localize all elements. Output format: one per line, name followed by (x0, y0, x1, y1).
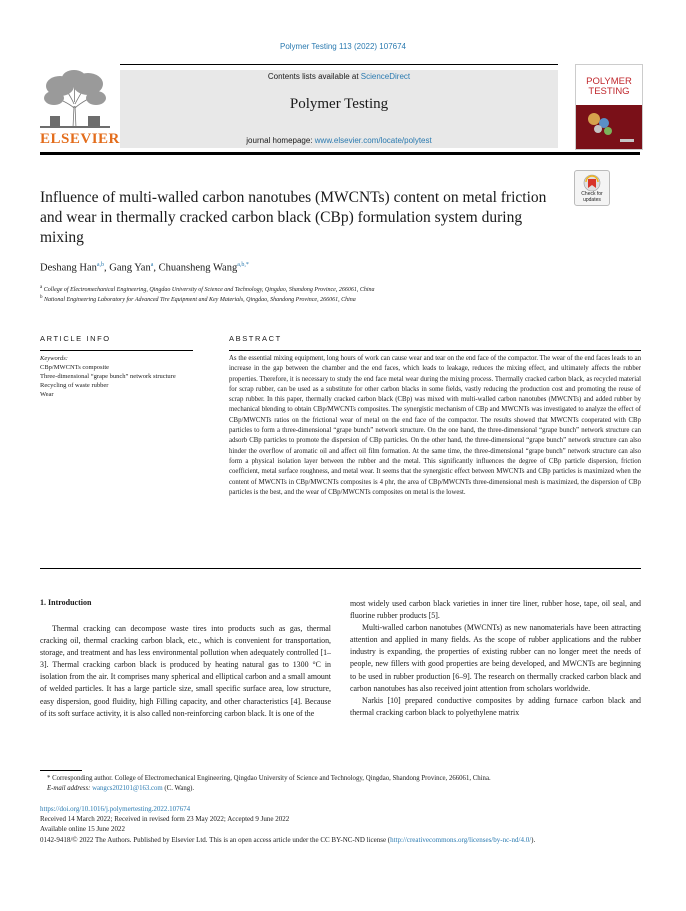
body-paragraph: most widely used carbon black varieties in inner tire liner, rubber hose, tape, oil seal, and fluorine rubber products [5]. (350, 599, 641, 621)
journal-homepage (120, 136, 558, 145)
article-title: Influence of multi-walled carbon nanotubes (MWCNTs) content on metal friction and wear in thermally cracked carbon black (CBp) formulation system during mixing (40, 189, 547, 246)
received-dates: Received 14 March 2022; Received in revised form 23 May 2022; Accepted 9 June 2022 (40, 815, 290, 824)
author-affiliation-marker[interactable]: a,b (96, 262, 105, 268)
cover-title (576, 77, 642, 97)
abstract-heading: ABSTRACT (229, 334, 282, 343)
keyword-item[interactable]: Wear (40, 391, 54, 398)
email-label: E-mail address: (47, 785, 93, 792)
license-link[interactable]: http://creativecommons.org/licenses/by-nc-nd/4.0/ (390, 835, 532, 844)
header-rule-thick (40, 152, 640, 155)
affiliation-a (40, 285, 640, 293)
license-line (40, 835, 641, 845)
author-affiliation-marker[interactable]: a,b,* (237, 262, 249, 268)
body-paragraph: Thermal cracking can decompose waste tires into products such as gas, thermal cracking oil, thermal cracking carbon black, etc., which is convenient for transportation, storage, and treatment and has less environmental pollution when adequately controlled [1–3]. Thermal cracking carbon black is produced by heating natural gas to 1300 °C in isolation from the air. It comprises many spherical and elliptical carbon and a small amount of welded particles. It has a large particle size, small specific surface area, low structure, easy dispersion, good fluidity, high Filling capacity, and other characteristics [4]. Because of its soft surface activity, it is also called non-reinforcing carbon black. It is one of the (40, 624, 331, 718)
keywords-label: Keywords: (40, 355, 68, 362)
check-updates-icon (575, 171, 609, 193)
homepage-prefix: journal homepage: (246, 136, 315, 145)
check-for-updates-button[interactable] (574, 170, 610, 206)
keyword-item[interactable]: Recycling of waste rubber (40, 382, 109, 389)
check-updates-label: Check for updates (581, 191, 603, 203)
article-info-rule (40, 350, 193, 351)
author-name[interactable]: Deshang Han (40, 262, 97, 274)
elsevier-tree-logo-icon (40, 68, 110, 130)
abstract-text: As the essential mixing equipment, long hours of work can cause wear and tear on the end face of the compactor. The wear of the end faces leads to an increase in the gap between the chamber and the end faces, which leads to leakage, reduces the mixing effect, and ultimately affects the rubber properties. Therefore, it is necessary to study the end face metal wear during the mixing process. Thermally cracked carbon black, as recycled material for scrap rubber, can be used as a substitute for other carbon blacks in some fields, vastly reducing the production cost and promoting the reuse of scrap rubber. In this paper, thermally cracked carbon black (CBp) was mixed with multi-walled carbon nanotubes (MWCNTs) and added rubber by mechanical blending to obtain CBp/MWCNTs composites. The synergistic mechanism of CBp and MWCNTs was investigated to analyze the effect of CBp/MWCNTs ratios on the frictional wear of metal on the end face of the compactor. The results showed that MWCNTs cooperated with CBp particles to form a three-dimensional “grape bunch” network structure. On the one hand, the three-dimensional “grape bunch” network structure can adsorb CBp particles to promote the dispersion of CBp particles. On the other hand, the three-dimensional “grape bunch” network structure can also hinder the overflow of aromatic oil and affect oil film formation. At the same time, the three-dimensional “grape bunch” network structure can also form a physical isolation layer between the rubber and the metal. This significantly influences the degree of CBp particle dispersion, friction coefficient, metal surface roughness, and metal wear. It seems that the synergistic effect between MWCNTs and CBp particles is maximized when the content of MWCNTs in CBp/MWCNTs composites is 4 phr, the area of CBp/MWCNTs three-dimensional mesh is maximized, the dispersion of CBp particles is the best, and the wear of CBp/MWCNTs composites on metal is the lowest. (229, 355, 641, 496)
journal-title: Polymer Testing (289, 96, 389, 112)
affiliation-marker: a (40, 285, 43, 290)
body-paragraph: Narkis [10] prepared conductive composites by adding furnace carbon black and thermal cracking carbon black to polyethylene matrix (350, 695, 641, 717)
cover-title-line2: TESTING (588, 86, 630, 97)
affiliation-text: National Engineering Laboratory for Advanced Tire Equipment and Key Materials, Qingdao, Shandong Province, 266061, China (44, 297, 356, 303)
cover-title-line1: POLYMER (586, 76, 632, 87)
keyword-item[interactable]: Three-dimensional “grape bunch” network structure (40, 373, 176, 380)
body-column-right (350, 598, 641, 719)
corresponding-author-note: * Corresponding author. College of Electromechanical Engineering, Qingdao University of Science and Technology, Qingdao, Shandong Province, 266061, China. (47, 775, 491, 782)
affiliation-b (40, 295, 640, 303)
author-name[interactable]: Gang Yan (109, 262, 151, 274)
keyword-item[interactable]: CBp/MWCNTs composite (40, 364, 110, 371)
license-prefix: 0142-9418/© 2022 The Authors. Published by Elsevier Ltd. This is an open access article under the CC BY-NC-ND license ( (40, 835, 391, 844)
sciencedirect-link[interactable]: ScienceDirect (360, 72, 411, 81)
corresponding-author-footnote (40, 774, 641, 794)
keywords-block (40, 354, 193, 399)
author-list: Deshang Han$^{a,b}$, Gang Yan$^a$, Chuansheng Wang$^{a,b,*}$ (40, 262, 249, 274)
publication-info (40, 804, 641, 845)
elsevier-wordmark: ELSEVIER (40, 131, 120, 147)
online-date: Available online 15 June 2022 (40, 825, 126, 834)
email-link[interactable]: wangcs202101@163.com (92, 785, 163, 792)
article-info-heading: ARTICLE INFO (40, 334, 111, 343)
body-column-left (40, 623, 331, 720)
doi-link[interactable]: https://doi.org/10.1016/j.polymertesting.2022.107674 (40, 805, 191, 813)
license-suffix: ). (531, 835, 536, 844)
affiliation-marker: b (40, 295, 43, 300)
contents-line (120, 72, 558, 81)
email-suffix: (C. Wang). (162, 785, 195, 792)
email-line (40, 784, 641, 794)
journal-cover-thumbnail[interactable] (575, 64, 643, 150)
affiliation-text: College of Electromechanical Engineering, Qingdao University of Science and Technology, Qingdao, Shandong Province, 266061, China (43, 287, 375, 293)
abstract-rule (229, 350, 641, 351)
contents-prefix: Contents lists available at (267, 72, 361, 81)
footnote-rule (40, 770, 82, 771)
author-name[interactable]: Chuansheng Wang (158, 262, 238, 274)
journal-reference[interactable]: Polymer Testing 113 (2022) 107674 (279, 42, 406, 51)
homepage-link[interactable]: www.elsevier.com/locate/polytest (314, 136, 432, 145)
cover-image (576, 105, 642, 149)
section-heading-introduction: 1. Introduction (40, 598, 92, 607)
author-affiliation-marker[interactable]: a (150, 262, 154, 268)
abstract-bottom-rule (40, 568, 641, 569)
body-paragraph: Multi-walled carbon nanotubes (MWCNTs) as new nanomaterials have been attracting attention and applied in many fields. As the scope of rubber applications and the rubber industry is expanding, the properties of existing rubber can no longer meet the needs of people, new fillers with good properties are being developed, and MWCNTs are beginning to be used in rubber production [6–9]. The research on thermally cracked carbon black and carbon nanotubes has also received joint attention from scholars worldwide. (350, 623, 641, 693)
header-rule (120, 64, 558, 65)
